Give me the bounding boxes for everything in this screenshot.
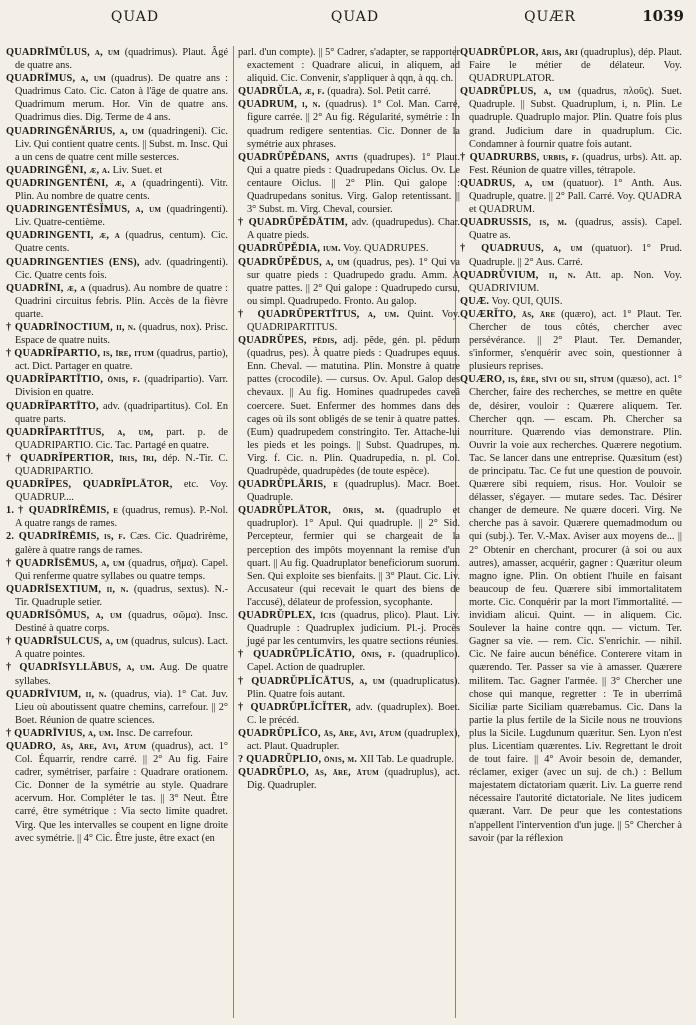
entry-definition: (quadrus). 1° Col. Man. Carré, figure carrée. || 2° Au fig. Régularité, symétrie : In quadrum redigere sententias. Cic. Donner de la symétrie aux phrases. xyxy=(247,99,460,150)
entry-definition: (quadrupes). 1° Plaut. Qui a quatre pieds : Quadrupedans Oiclus. Ov. Le centaure Oiclus. || 2° Plin. Qui galope : Quadrupedans sonitus. Virg. Galop retentissant. || 3° Subst. m. Virg. Cheval, coursier. xyxy=(247,151,460,216)
dictionary-entry xyxy=(238,701,460,727)
entry-definition: Cæs. Cic. Quadrirème, galère à quatre rangs de rames. xyxy=(15,531,228,556)
entry-definition: Aug. De quatre syllabes. xyxy=(15,662,228,687)
dictionary-entry xyxy=(238,98,460,150)
dictionary-entry xyxy=(460,295,682,308)
entry-definition: Att. ap. Non. Voy. QUADRIVIUM. xyxy=(469,269,682,294)
dictionary-entry xyxy=(6,583,228,609)
dictionary-entry xyxy=(238,766,460,792)
entry-definition: (quadrus, assis). Capel. Quatre as. xyxy=(469,217,682,242)
dictionary-entry xyxy=(6,530,228,556)
entry-definition: Voy. QUADRUPES. xyxy=(343,243,429,255)
entry-headword: † QUADRĪVIUS, a, um. xyxy=(6,727,114,739)
entry-headword: QUADRŬPLĀRIS, e xyxy=(238,479,339,491)
entry-headword: QUADRŬLA, æ, f. xyxy=(238,86,325,98)
entry-definition: (quadripartio). Varr. Division en quatre. xyxy=(15,374,228,399)
entry-headword: † QUADRĬPARTIO, is, īre, itum xyxy=(6,348,155,360)
dictionary-entry xyxy=(6,203,228,229)
dictionary-entry xyxy=(460,269,682,295)
dictionary-entry xyxy=(6,661,228,687)
dictionary-entry xyxy=(6,452,228,478)
dictionary-entry xyxy=(238,753,460,766)
dictionary-entry xyxy=(6,256,228,282)
dictionary-entry xyxy=(238,151,460,216)
entry-definition: Voy. QUI, QUIS. xyxy=(491,295,563,307)
entry-headword: † QUADRŬPLĬCĬTER, xyxy=(238,701,352,713)
entry-headword: QUADRŬPLĀTOR, ōris, m. xyxy=(238,505,385,517)
column-rule-left xyxy=(233,46,234,1018)
dictionary-entry xyxy=(238,216,460,242)
entry-headword: QUADRUSSIS, is, m. xyxy=(460,217,568,229)
entry-headword: QUADRŬPLEX, ĭcis xyxy=(238,610,336,622)
entry-definition: (quæro), act. 1° Plaut. Ter. Chercher de tous côtés, chercher avec persévérance. || 2° Plaut. Ter. Demander, s'informer, s'enquérir avec soin, questionner à plusieurs reprises. xyxy=(469,308,682,373)
entry-definition: (quadruplico). Capel. Action de quadrupler. xyxy=(247,649,460,674)
entry-headword: QUADRŬPĔDANS, antis xyxy=(238,151,358,163)
dictionary-entry xyxy=(238,478,460,504)
dictionary-entry xyxy=(460,177,682,216)
entry-headword: QUÆRO, is, ĕre, sīvi ou sii, sītum xyxy=(460,374,614,386)
entry-headword: QUADRĬPARTĪTUS, a, um, xyxy=(6,426,154,438)
entry-headword: 2. QUADRĪRĒMIS, is, f. xyxy=(6,531,126,543)
entry-headword: † QUADRŬPLĬCĀTIO, ōnis, f. xyxy=(238,649,396,661)
dictionary-entry xyxy=(6,478,228,504)
entry-definition: (quadrus, σῶμα). Insc. Destiné à quatre corps. xyxy=(15,610,228,635)
dictionary-entry xyxy=(238,648,460,674)
entry-definition: (quadrus, πλοῦς). Suet. Quadruple. || Subst. Quadruplum, i, n. Plin. Le quadruple. Quadruplo major. Plin. Quatre fois plus grand. Judicium dare in quadruplum. Cic. Condamner à fournir quatre fois autant. xyxy=(469,86,682,150)
entry-definition: (quadringenti). Vitr. Plin. Au nombre de quatre cents. xyxy=(15,177,228,203)
entry-definition: (quadrimus). Plaut. Âgé de quatre ans. xyxy=(15,47,228,72)
running-head-left: QUAD xyxy=(110,9,160,25)
entry-headword: 1. † QUADRĪRĒMIS, e xyxy=(6,505,119,517)
entry-definition: (quadrus, pes). 1° Qui va sur quatre pieds : Quadrupedo gradu. Amm. A quatre pattes. || 2° Qui galope : Quadrupedo cursu, ou simpl. Quadrupedo. Fronto. Au galop. xyxy=(247,256,460,307)
entry-headword: † QUADRŬPĔDĀTIM, xyxy=(238,217,348,229)
entry-definition: adv. (quadringenti). Cic. Quatre cents fois. xyxy=(15,256,228,281)
entry-headword: QUADRĬPARTĪTO, xyxy=(6,400,99,412)
entry-headword: QUADRŬPLUS, a, um xyxy=(460,86,571,98)
dictionary-entry xyxy=(6,426,228,452)
dictionary-entry xyxy=(6,609,228,635)
entry-headword: QUADRŬPĔDUS, a, um xyxy=(238,256,350,268)
entry-headword: QUADRĪSEXTIUM, ii, n. xyxy=(6,583,129,595)
dictionary-entry xyxy=(6,347,228,373)
page-header xyxy=(0,0,696,44)
dictionary-entry xyxy=(238,85,460,98)
dictionary-entry xyxy=(460,308,682,373)
dictionary-entry xyxy=(6,125,228,164)
entry-headword: QUADRŬPLO, ās, āre, ātum xyxy=(238,767,379,779)
entry-headword: QUADRĪVIUM, ii, n. xyxy=(6,688,107,700)
entry-definition: (quadrus). Au nombre de quatre : Quadrini circuitus febris. Plin. Accès de la fièvre quarte. xyxy=(15,282,228,320)
entry-definition: (quadringenti). Liv. Quatre-centième. xyxy=(15,204,228,229)
entry-headword: † QUADRĪNOCTIUM, ii, n. xyxy=(6,321,136,333)
entry-headword: QUADRINGENTĒSĬMUS, a, um xyxy=(6,204,162,216)
entry-definition: XII Tab. Le quadruple. xyxy=(359,754,454,766)
entry-definition: (quadrus, urbs). Att. ap. Fest. Réunion de quatre villes, tétrapole. xyxy=(469,151,682,176)
dictionary-entry xyxy=(460,373,682,844)
entry-headword: QUADRO, ās, āre, āvi, ātum xyxy=(6,740,147,752)
dictionary-entry xyxy=(6,688,228,727)
entry-definition: (quadruplo et quadruplor). 1° Apul. Qui quadruple. || 2° Sid. Percepteur, fermier qui se chargeait de la perception des impôts moyennant la remise d'un quart. || Au fig. Quadruplator beneficiorum suorum. Sen. Qui exploite ses bienfaits. || 3° Plaut. Cic. Liv. Accusateur (qui recevait le quart des biens de l'accusé), délateur de profession, sycophante. xyxy=(247,505,460,608)
entry-definition: part. p. de QUADRIPARTIO. Cic. Tac. Partagé en quatre. xyxy=(15,426,228,451)
dictionary-entry xyxy=(6,46,228,72)
dictionary-entry xyxy=(238,504,460,609)
entry-definition: (quadrus, sextus). N.-Tir. Quadruple setier. xyxy=(15,583,228,608)
entry-headword: † QUADRURBS, urbis, f. xyxy=(460,151,579,163)
entry-headword: QUADRINGĒNĀRIUS, a, um xyxy=(6,125,145,137)
entry-headword: QUADRINGENTI, æ, a xyxy=(6,230,120,242)
entry-definition: etc. Voy. QUADRUP.... xyxy=(15,479,228,504)
entry-definition: (quadrus, σῆμα). Capel. Qui renferme quatre syllabes ou quatre temps. xyxy=(15,557,228,582)
dictionary-entry xyxy=(460,151,682,177)
dictionary-entry xyxy=(6,229,228,255)
dictionary-entry xyxy=(6,400,228,426)
entry-definition: (quadrus). De quatre ans : Quadrimus Cato. Cic. Caton à l'âge de quatre ans. Quadrimum merum. Hor. Vin de quatre ans. Quadrimus dies. Dig. Terme de 4 ans. xyxy=(15,73,228,124)
entry-definition: adv. (quadrupedus). Char. A quatre pieds. xyxy=(247,217,460,242)
entry-definition: (quadrus, centum). Cic. Quatre cents. xyxy=(15,230,228,255)
entry-headword: QUADRĬPES, QUADRĬPLĀTOR, xyxy=(6,479,173,491)
running-head-center: QUAD xyxy=(330,9,380,25)
dictionary-entry xyxy=(238,334,460,478)
entry-definition: (quadrus, nox). Prisc. Espace de quatre nuits. xyxy=(15,321,228,347)
dictionary-entry xyxy=(460,216,682,242)
entry-headword: QUADRĪNI, æ, a xyxy=(6,282,86,294)
dictionary-entry xyxy=(238,609,460,648)
entry-headword: QUADRŬVIUM, ii, n. xyxy=(460,269,576,281)
entry-headword: † QUADRĪSULCUS, a, um xyxy=(6,636,129,648)
entry-definition: (quatuor). 1° Anth. Aus. Quadruple, quatre. || 2° Pall. Carré. Voy. QUADRA et QUADRUM. xyxy=(469,177,682,216)
entry-headword: QUADRŬPLĬCO, ās, āre, āvi, ātum xyxy=(238,727,402,739)
entry-definition: (quatuor). 1° Prud. Quadruple. || 2° Aus. Carré. xyxy=(469,243,682,268)
entry-definition: (quadruplex), act. Plaut. Quadrupler. xyxy=(247,727,460,752)
entry-definition: Insc. De carrefour. xyxy=(116,727,193,739)
entry-definition: (quadrus, sulcus). Lact. A quatre pointes. xyxy=(15,636,228,661)
entry-headword: † QUADRĬPERTIOR, īris, īri, xyxy=(6,452,157,464)
dictionary-entry xyxy=(238,256,460,308)
entry-headword: QUADRINGENTIES (ENS), xyxy=(6,256,140,268)
entry-definition: (quadrus, plico). Plaut. Liv. Quadruple : Quadruplex judicium. Pl.-j. Procès jugé par les centumvirs, les quatre sections réunies. xyxy=(247,610,460,648)
entry-definition: Quint. Voy. QUADRIPARTITUS. xyxy=(247,308,460,333)
entry-headword: QUADRŬPĔDIA, ium. xyxy=(238,243,341,255)
dictionary-entry xyxy=(460,46,682,85)
entry-definition: (quadrus, via). 1° Cat. Juv. Lieu où aboutissent quatre chemins, carrefour. || 2° Boet. Réunion de quatre sciences. xyxy=(15,688,228,726)
dictionary-entry xyxy=(238,242,460,255)
column-1 xyxy=(6,46,228,1021)
entry-definition: (quadra). Sol. Petit carré. xyxy=(327,86,431,98)
entry-definition: Liv. Suet. et xyxy=(112,164,163,176)
entry-definition: adv. (quadruplex). Boet. C. le précéd. xyxy=(247,701,460,726)
entry-headword: QUÆRĬTO, ās, āre xyxy=(460,308,556,320)
dictionary-entry xyxy=(6,282,228,321)
entry-definition: (quadrus), act. 1° Col. Équarrir, rendre carré. || 2° Au fig. Faire cadrer, symétriser, parfaire : Quadrare orationem. Cic. Donner de la symétrie au style. Quadrare acervum. Hor. Compléter le tas. || 3° Neut. Être carré, être symétrique : Via secto limite quadret. Virg. Que les intervalles se coupent en ligne droite avec symétrie. || 4° Cic. Être juste, être exact (en xyxy=(15,740,228,844)
column-2 xyxy=(238,46,460,1021)
entry-headword: QUADRŬPLOR, āris, āri xyxy=(460,47,578,58)
dictionary-entry xyxy=(6,177,228,203)
entry-definition: (quadruplus). Macr. Boet. Quadruple. xyxy=(247,479,460,504)
entry-headword: QUADRĪMŬLUS, a, um xyxy=(6,47,120,58)
dictionary-entry xyxy=(238,675,460,701)
entry-definition: (quadruplicatus). Plin. Quatre fois autant. xyxy=(247,675,460,700)
entry-headword: † QUADRĪSĒMUS, a, um xyxy=(6,557,125,569)
page-number: 1039 xyxy=(642,7,684,25)
entry-definition: (quadruplus), dép. Plaut. Faire le métier de délateur. Voy. QUADRUPLATOR. xyxy=(469,47,682,85)
entry-headword: † QUADRUUS, a, um xyxy=(460,243,583,255)
dictionary-entry xyxy=(460,85,682,150)
entry-definition: (quadrus, partio), act. Dict. Partager en quatre. xyxy=(15,348,228,373)
entry-headword: QUADRINGĒNI, æ, a. xyxy=(6,164,111,176)
entry-headword: † QUADRŬPLĬCĀTUS, a, um xyxy=(238,675,385,687)
entry-definition: adj. pĕde, gén. pl. pĕdum (quadrus, pes). À quatre pieds : Quadrupes equus. Enn. Cheval. — matutina. Plin. Monstre à quatre pattes (crocodile). — cursus. Ov. Apul. Galop des chevaux. || Au fig. Homines quadrupedes caveâ coercere. Suet. Enfermer des hommes dans des cages où ils sont obligés de se tenir à quatre pattes. (Eum) quadrupedem constringito. Ter. Attache-lui les pieds et les poings. || Subst. Quadrupes, m. Virg. f. Cic. n. Plin. Quadrupedia, n. pl. Col. Quadrupède, quadrupèdes (de toute espèce). xyxy=(247,335,460,477)
entry-headword: QUADRŬPES, pĕdis, xyxy=(238,335,338,347)
entry-headword: QUADRĬPARTĪTIO, ōnis, f. xyxy=(6,374,141,386)
entry-definition: adv. (quadripartitus). Col. En quatre parts. xyxy=(15,400,228,425)
entry-definition: (quæso), act. 1° Chercher, faire des recherches, se mettre en quête de, désirer, vouloir : Quærere aliquem. Ter. Chercher qqn. — escam. Ph. Chercher sa nourriture. Quærendo vias demonstrare. Plin. Ouvrir la voie aux recherches. Quærere negotium. Tac. Se lancer dans une entreprise. Quæsitum (est) de principatu. Tac. Ce fut une question de pouvoir. Quærere sibi requiem, risus. Hor. Vouloir se délasser, s'égayer. — mutare sedes. Tac. Désirer changer de demeure. Ne quære doceri. Virg. Ne cherche pas à savoir. Quærere quemadmodum ou qui (subj.). Ter. V.-Max. Aviser aux moyens de... || 2° Obtenir en cherchant, procurer (à soi ou aux autres), amasser, acquérir, gagner : Quæritur oleum magno igne. Plin. On obtient l'huile en faisant beaucoup de feu. Quærere sibi immortalitatem morte. Cic. Conquérir par la mort l'immortalité. — invidiam alicui. Quint. — in aliquem. Cic. Soulever la haine contre qqn. — victum. Ter. Gagner sa vie. — rem. Cic. S'enrichir. — nihil. Cic. Ne faire aucun bénéfice. Conterere vitam in quærendo. Ter. Passer sa vie à amasser. Quærere militem. Tac. Gagner l'armée. || 3° Chercher une chose qui manque, regretter : Te in uberrimâ Siciliæ parte Siciliam quærebamus. Cic. Dans la partie la plus fertile de la Sicile nous ne trouvions plus la Sicile. Lugdunum quæritur. Sen. Lyon n'est plus. Licentiam quærentes. Liv. Regrettant le droit de tout faire. || 4° Avoir besoin de, demander, réclamer, exiger (avec un suj. de ch.) : Bellum majestatem dictatoriam quærit. Liv. La guerre rend nécessaire l'autorité dictatoriale. Ne lites judicem quærant. Varr. De peur que les contestations n'appellent l'intervention d'un juge. || 5° Chercher à savoir (par la réflexion xyxy=(469,374,682,844)
entry-headword: † QUADRĪSYLLĀBUS, a, um. xyxy=(6,662,155,674)
entry-definition: parl. d'un compte). || 5° Cadrer, s'adapter, se rapporter exactement : Quadrare alicui, in aliquem, ad aliquid. Cic. Convenir, s'appliquer à qqn, à qq. ch. xyxy=(238,47,460,85)
dictionary-entry xyxy=(6,557,228,583)
dictionary-entry xyxy=(6,727,228,740)
dictionary-entry xyxy=(238,46,460,85)
dictionary-entry xyxy=(6,373,228,399)
entry-definition: (quadrus, remus). P.-Nol. A quatre rangs de rames. xyxy=(15,505,228,530)
entry-headword: QUADRINGENTĒNI, æ, a xyxy=(6,177,137,189)
running-head-right: QUÆR xyxy=(524,9,576,25)
entry-definition: dép. N.-Tir. C. QUADRIPARTIO. xyxy=(15,452,228,477)
entry-headword: QUADRĪSŌMUS, a, um xyxy=(6,610,123,622)
entry-definition: (quadringeni). Cic. Liv. Qui contient quatre cents. || Subst. m. Insc. Qui a un cens de quatre cent mille sesterces. xyxy=(15,125,228,163)
entry-definition: (quadruplus), act. Dig. Quadrupler. xyxy=(247,767,460,792)
entry-headword: † QUADRŬPERTĪTUS, a, um. xyxy=(238,308,400,320)
dictionary-entry xyxy=(6,72,228,124)
dictionary-entry xyxy=(6,740,228,845)
entry-headword: QUADRĪMUS, a, um xyxy=(6,73,106,85)
dictionary-entry xyxy=(238,727,460,753)
dictionary-entry xyxy=(6,504,228,530)
entry-headword: QUADRUM, i, n. xyxy=(238,99,321,111)
dictionary-entry xyxy=(6,635,228,661)
dictionary-entry xyxy=(238,308,460,334)
dictionary-entry xyxy=(460,242,682,268)
entry-headword: QUÆ. xyxy=(460,295,490,307)
dictionary-entry xyxy=(6,164,228,177)
column-3 xyxy=(460,46,682,1021)
dictionary-entry xyxy=(6,321,228,347)
entry-headword: QUADRUS, a, um xyxy=(460,177,554,189)
entry-headword: ? QUADRŬPLIO, ōnis, m. xyxy=(238,754,358,766)
